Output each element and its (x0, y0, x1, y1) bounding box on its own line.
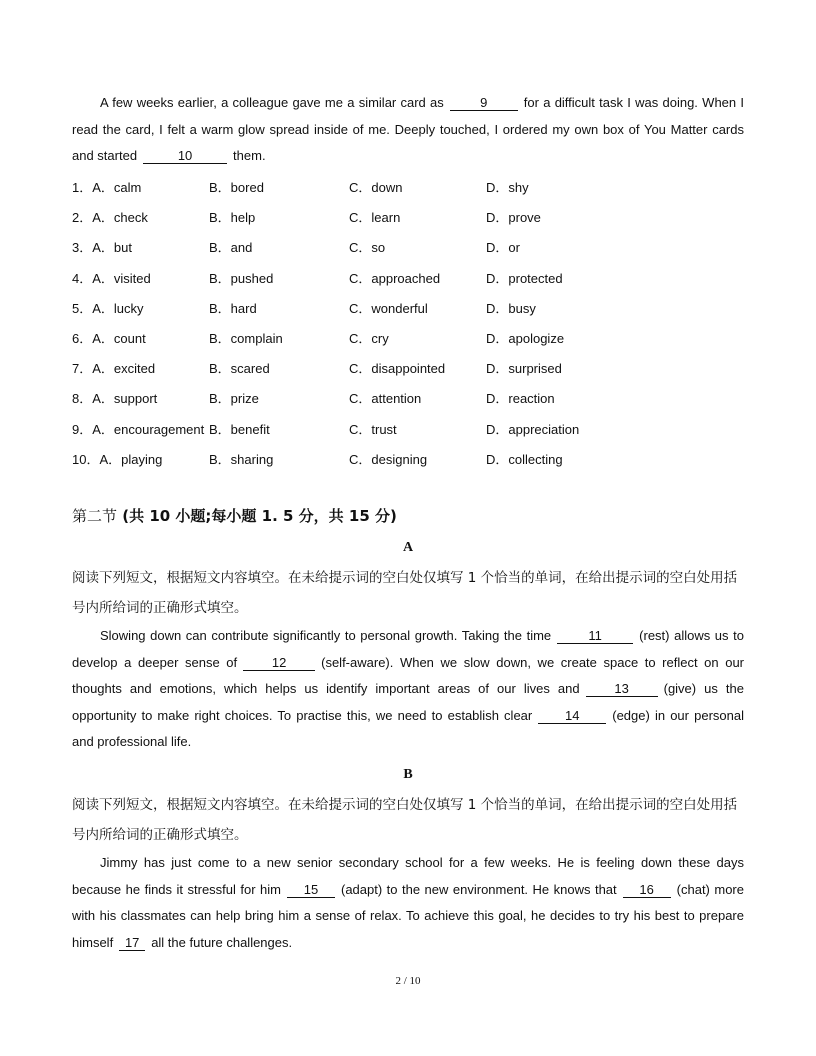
option-b: B．prize (209, 391, 259, 407)
option-d: D．surprised (486, 361, 562, 377)
blank-16: 16 (623, 883, 671, 898)
option-row-1 (72, 172, 632, 202)
option-d: D．apologize (486, 330, 565, 346)
option-d: D．shy (486, 180, 529, 195)
option-row-3 (72, 232, 632, 262)
option-d: D．busy (486, 300, 536, 316)
option-b: B．and (209, 240, 253, 256)
option-d: D．or (486, 240, 520, 256)
option-b: B．benefit (209, 421, 270, 437)
option-b: B．bored (209, 180, 264, 195)
option-c: C．trust (349, 421, 397, 437)
option-b: B．scared (209, 361, 270, 377)
option-c: C．attention (349, 391, 422, 407)
option-a: 10．A．playing (72, 451, 163, 467)
blank-9: 9 (450, 96, 518, 111)
options-list (72, 172, 632, 474)
option-a: 2．A．check (72, 210, 148, 226)
option-row-2 (72, 202, 632, 232)
option-a: 5．A．lucky (72, 300, 144, 316)
section-title: 第二节 (共 10 小题;每小题 1. 5 分，共 15 分) (72, 507, 397, 525)
option-a: 6．A．count (72, 330, 146, 346)
part-a-passage: Slowing down can contribute significantly to personal growth. Taking the time 11 (rest) allows us to develop a deeper sense of 12 (self-aware). When we slow down, we create space to reflect on our thoughts and emotions, which helps us identify important areas of our lives and 13 (give) us the opportunity to make right choices. To practise this, we need to establish clear 14 (edge) in our personal and professional life. (72, 628, 744, 749)
option-c: C．cry (349, 330, 389, 346)
blank-14: 14 (538, 709, 606, 724)
passage-text: them. (233, 148, 266, 163)
option-c: C．designing (349, 451, 428, 467)
passage-text: for a difficult task I was doing. When I read the card, I felt a warm glow spread inside of me. Deeply touched, I ordered my own box of You Matter cards and started (72, 95, 744, 163)
option-b: B．complain (209, 330, 283, 346)
option-d: D．protected (486, 270, 563, 286)
blank-13: 13 (586, 682, 658, 697)
option-c: C．disappointed (349, 361, 446, 377)
option-a: 3．A．but (72, 240, 132, 256)
option-row-10 (72, 444, 632, 474)
option-c: C．wonderful (349, 300, 428, 316)
option-c: C．approached (349, 270, 441, 286)
option-d: D．reaction (486, 391, 555, 407)
option-d: D．collecting (486, 451, 563, 467)
option-a: 8．A．support (72, 391, 158, 407)
option-row-8 (72, 383, 632, 413)
blank-10: 10 (143, 149, 227, 164)
blank-11: 11 (557, 629, 633, 644)
option-row-4 (72, 263, 632, 293)
blank-15: 15 (287, 883, 335, 898)
part-b-heading: B (403, 767, 413, 782)
blank-17: 17 (119, 936, 145, 951)
option-row-6 (72, 323, 632, 353)
option-a: 7．A．excited (72, 361, 156, 377)
passage-text: A few weeks earlier, a colleague gave me a similar card as (100, 95, 444, 110)
option-c: C．so (349, 240, 386, 256)
option-c: C．down (349, 180, 403, 195)
option-a: 1．A．calm (72, 180, 142, 195)
blank-12: 12 (243, 656, 315, 671)
option-b: B．sharing (209, 451, 274, 467)
part-b-instruction: 阅读下列短文，根据短文内容填空。在未给提示词的空白处仅填写 1 个恰当的单词，在给出提示词的空白处用括号内所给词的正确形式填空。 (72, 797, 738, 843)
page-number: 2 / 10 (395, 975, 421, 987)
option-a: 9．A．encouragement (72, 421, 205, 437)
option-d: D．appreciation (486, 421, 580, 437)
option-b: B．pushed (209, 270, 274, 286)
option-b: B．hard (209, 300, 257, 316)
part-a-instruction: 阅读下列短文，根据短文内容填空。在未给提示词的空白处仅填写 1 个恰当的单词，在给出提示词的空白处用括号内所给词的正确形式填空。 (72, 570, 738, 616)
option-d: D．prove (486, 210, 541, 226)
part-a-heading: A (402, 540, 414, 555)
option-row-9 (72, 414, 632, 444)
option-b: B．help (209, 210, 256, 226)
part-b-passage: Jimmy has just come to a new senior secondary school for a few weeks. He is feeling down these days because he finds it stressful for him 15 (adapt) to the new environment. He knows that 16 (chat) more with his classmates can help bring him a sense of relax. To achieve this goal, he decides to try his best to prepare himself 17 all the future challenges. (72, 855, 744, 950)
option-row-7 (72, 353, 632, 383)
option-a: 4．A．visited (72, 270, 151, 286)
option-c: C．learn (349, 210, 401, 226)
option-row-5 (72, 293, 632, 323)
passage-top (72, 90, 744, 170)
